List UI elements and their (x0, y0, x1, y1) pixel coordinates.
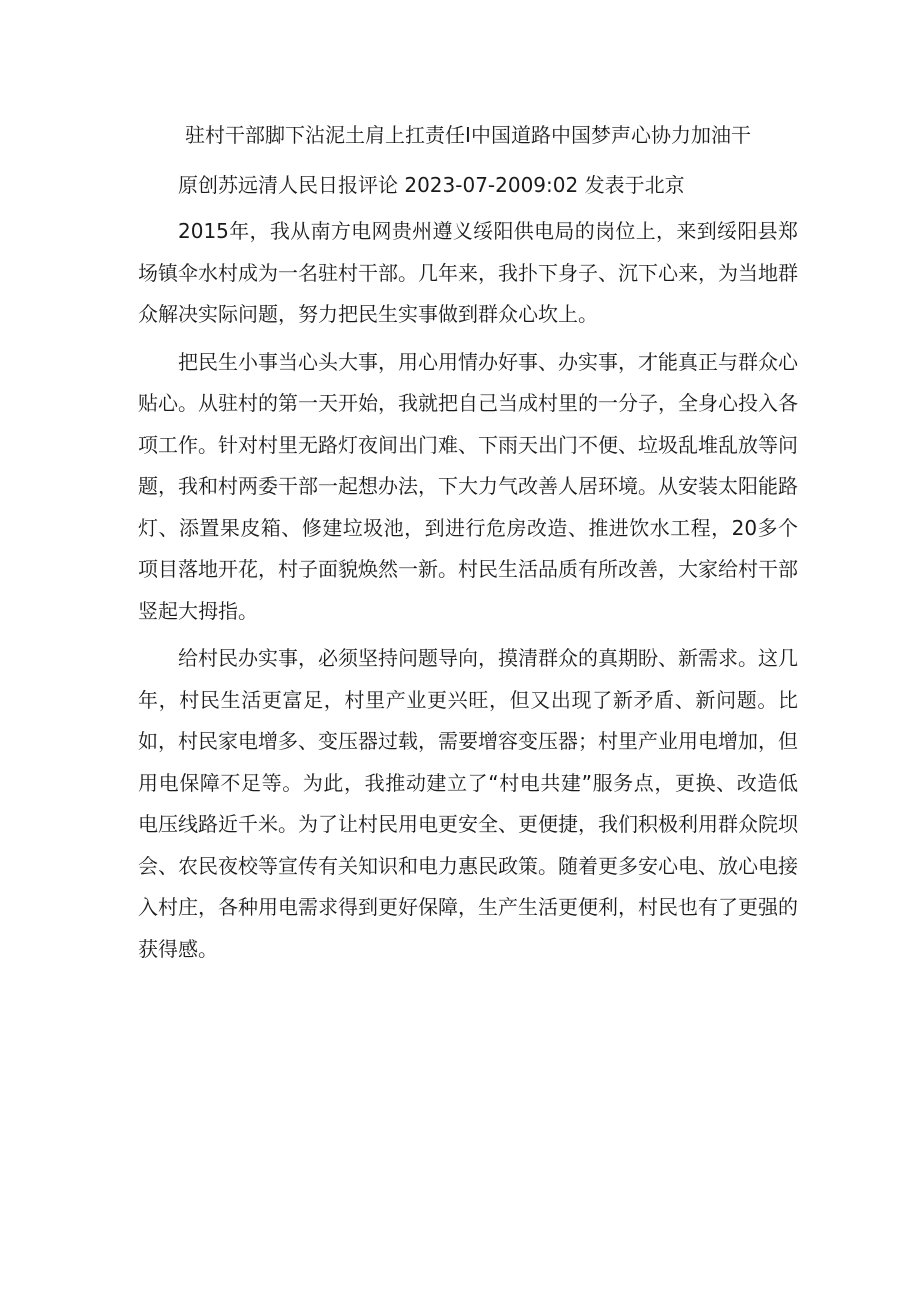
document-page (138, 114, 798, 970)
paragraph-1: 2015年，我从南方电网贵州遵义绥阳供电局的岗位上，来到绥阳县郑场镇伞水村成为一名驻村干部。几年来，我扑下身子、沉下心来，为当地群众解决实际问题，努力把民生实事做到群众心坎上。 (138, 219, 798, 326)
article-byline: 原创苏远清人民日报评论 2023-07-2009:02 发表于北京 (178, 173, 685, 197)
article-title: 驻村干部脚下沾泥土肩上扛责任I中国道路中国梦声心协力加油干 (185, 123, 751, 147)
paragraph-2: 把民生小事当心头大事，用心用情办好事、办实事，才能真正与群众心贴心。从驻村的第一天开始，我就把自己当成村里的一分子，全身心投入各项工作。针对村里无路灯夜间出门难、下雨天出门不便、垃圾乱堆乱放等问题，我和村两委干部一起想办法，下大力气改善人居环境。从安装太阳能路灯、添置果皮箱、修建垃圾池，到进行危房改造、推进饮水工程，20多个项目落地开花，村子面貌焕然一新。村民生活品质有所改善，大家给村干部竖起大拇指。 (138, 349, 798, 623)
paragraph-3: 给村民办实事，必须坚持问题导向，摸清群众的真期盼、新需求。这几年，村民生活更富足，村里产业更兴旺，但又出现了新矛盾、新问题。比如，村民家电增多、变压器过载，需要增容变压器；村里产业用电增加，但用电保障不足等。为此，我推动建立了“村电共建”服务点，更换、改造低电压线路近千米。为了让村民用电更安全、更便捷，我们积极利用群众院坝会、农民夜校等宣传有关知识和电力惠民政策。随着更多安心电、放心电接入村庄，各种用电需求得到更好保障，生产生活更便利，村民也有了更强的获得感。 (138, 646, 798, 961)
